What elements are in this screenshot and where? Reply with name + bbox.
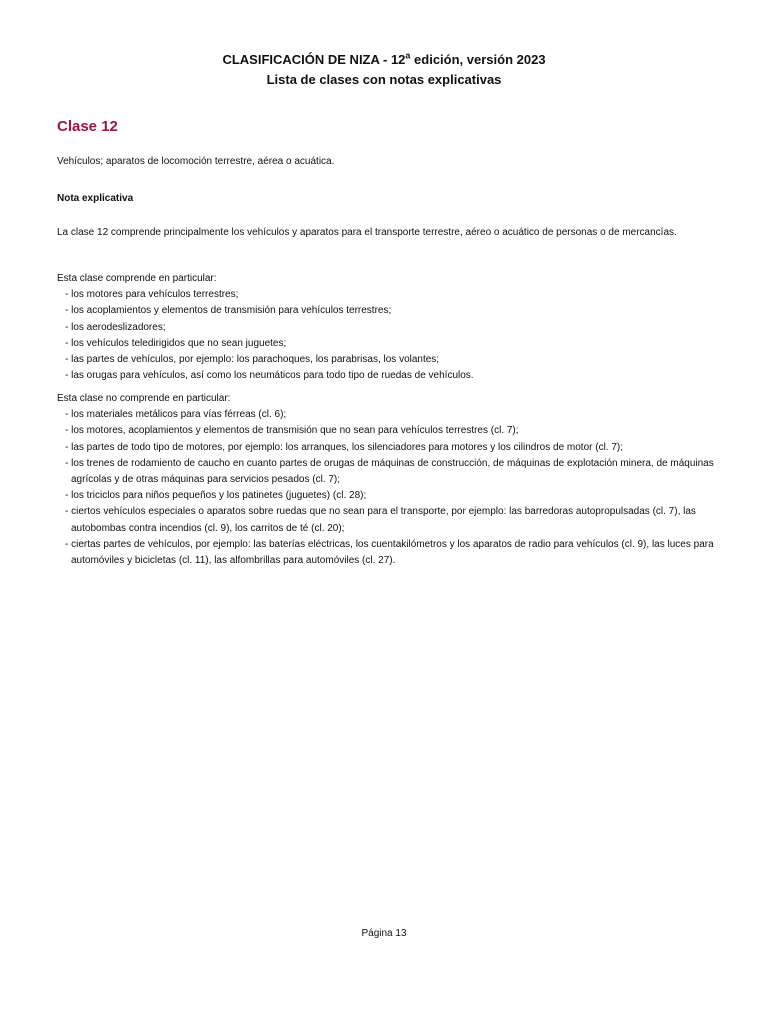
includes-section xyxy=(57,271,717,384)
list-item: - las partes de todo tipo de motores, por ejemplo: los arranques, los silenciadores para motores y los cilindros de motor (cl. 7); xyxy=(65,441,624,453)
document-header xyxy=(0,50,768,90)
header-title: CLASIFICACIÓN DE NIZA - 12$^a$ edición, versión 2023 xyxy=(222,50,546,67)
class-title: Clase 12 xyxy=(57,118,118,135)
header-subtitle: Lista de clases con notas explicativas xyxy=(266,72,502,87)
list-item: - ciertas partes de vehículos, por ejemplo: las baterías eléctricas, los cuentakilómetros y los aparatos de radio para vehículos (cl. 9), las luces para automóviles y bicicletas (cl. 11), las alfombrillas para automóviles (cl. 27). xyxy=(65,538,714,567)
excludes-list xyxy=(57,407,717,569)
list-item: - los motores para vehículos terrestres; xyxy=(65,289,239,301)
list-item: - ciertos vehículos especiales o aparatos sobre ruedas que no sean para el transporte, por ejemplo: las barredoras autopropulsadas (cl. 7), las autobombas contra incendios (cl. 9), los carritos de té (cl. 20); xyxy=(65,506,696,534)
list-item: - los aerodeslizadores; xyxy=(65,321,166,333)
list-item: - los acoplamientos y elementos de transmisión para vehículos terrestres; xyxy=(65,305,392,317)
note-body: La clase 12 comprende principalmente los vehículos y aparatos para el transporte terrestre, aéreo o acuático de personas o de mercancías. xyxy=(57,227,677,238)
note-label: Nota explicativa xyxy=(57,193,134,204)
class-heading: Vehículos; aparatos de locomoción terrestre, aérea o acuática. xyxy=(57,156,335,167)
includes-lead: Esta clase comprende en particular: xyxy=(57,273,217,284)
includes-list xyxy=(57,287,717,384)
list-item: - las orugas para vehículos, así como los neumáticos para todo tipo de ruedas de vehículos. xyxy=(65,370,474,382)
excludes-lead: Esta clase no comprende en particular: xyxy=(57,393,231,404)
list-item: - las partes de vehículos, por ejemplo: los parachoques, los parabrisas, los volantes; xyxy=(65,354,440,366)
list-item: - los triciclos para niños pequeños y los patinetes (juguetes) (cl. 28); xyxy=(65,490,367,502)
list-item: - los motores, acoplamientos y elementos de transmisión que no sean para vehículos terrestres (cl. 7); xyxy=(65,425,519,437)
list-item: - los materiales metálicos para vías férreas (cl. 6); xyxy=(65,409,287,421)
list-item: - los vehículos teledirigidos que no sean juguetes; xyxy=(65,337,287,349)
page-number: Página 13 xyxy=(361,928,407,939)
excludes-section xyxy=(57,391,717,569)
list-item: - los trenes de rodamiento de caucho en cuanto partes de orugas de máquinas de construcción, de máquinas de explotación minera, de máquinas agrícolas y de otras máquinas para servicios pesados (cl. 7); xyxy=(65,457,714,486)
